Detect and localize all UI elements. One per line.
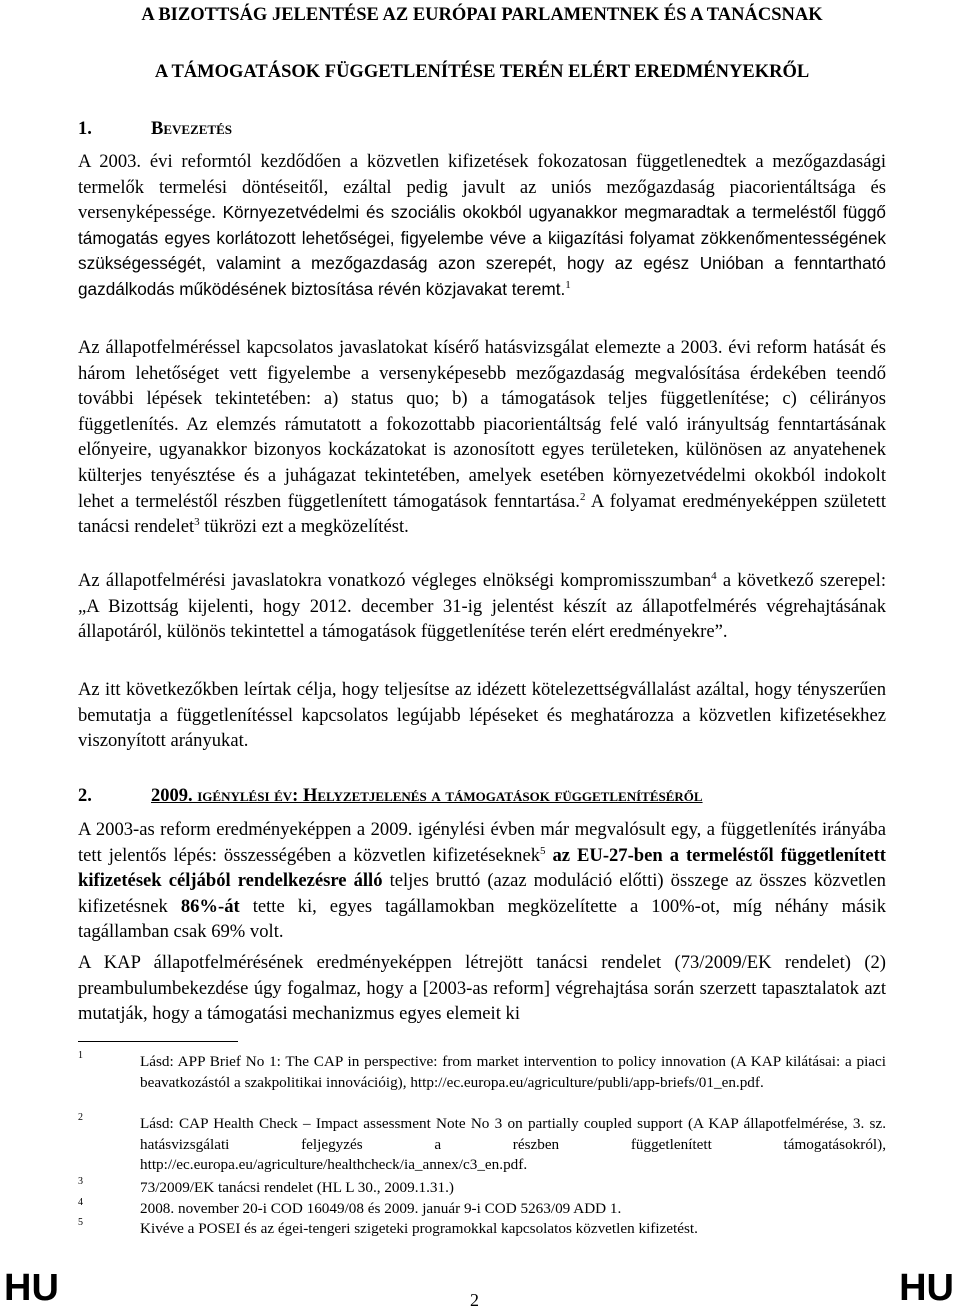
footnote-5 bbox=[78, 1219, 886, 1240]
paragraph-impact-assessment-text-b: A folyamat eredményeképpen született tanácsi rendelet bbox=[78, 490, 886, 538]
footnote-4 bbox=[78, 1199, 886, 1220]
paragraph-impact-assessment bbox=[78, 335, 886, 540]
footnote-separator bbox=[78, 1041, 238, 1042]
report-title-line-2: A TÁMOGATÁSOK FÜGGETLENÍTÉSE TERÉN ELÉRT EREDMÉNYEKRŐL bbox=[154, 62, 810, 82]
paragraph-compromise-text-a: Az állapotfelmérési javaslatokra vonatkozó végleges elnökségi kompromisszumban bbox=[78, 570, 712, 591]
footnote-ref-4: 4 bbox=[711, 569, 717, 582]
paragraph-2009-bold-2: 86%-át bbox=[180, 895, 240, 917]
report-title-line-1: A BIZOTTSÁG JELENTÉSE AZ EURÓPAI PARLAMENTNEK ÉS A TANÁCSNAK bbox=[141, 5, 823, 25]
footnote-ref-3: 3 bbox=[194, 515, 200, 528]
paragraph-2009-text-c: teljes bruttó (azaz moduláció előtti) összege az összes közvetlen kifizetésnek bbox=[78, 870, 886, 917]
paragraph-2009-text-a: A 2003-as reform eredményeképpen a 2009. igénylési évben már megvalósult egy, a függetlenítés irányába tett jelentős lépés: összességében a közvetlen kifizetéseknek bbox=[78, 819, 886, 866]
page-number: 2 bbox=[470, 1290, 479, 1310]
footnote-1-number: 1 bbox=[78, 1050, 83, 1061]
footnote-2-number: 2 bbox=[78, 1112, 83, 1123]
paragraph-2009-bold-1: az EU-27-ben a termeléstől függetlenített kifizetések céljából rendelkezésre álló bbox=[78, 844, 886, 892]
section-1-number: 1. bbox=[78, 119, 92, 139]
section-1-heading bbox=[78, 119, 232, 140]
paragraph-purpose: Az itt következőkben leírtak célja, hogy teljesítse az idézett kötelezettségvállalást azáltal, hogy tényszerűen bemutatja a függetlenítéssel kapcsolatos legújabb lépéseket és meghatározza a közvetlen kifizetésekhez viszonyított arányukat. bbox=[78, 679, 886, 752]
footnote-5-number: 5 bbox=[78, 1217, 83, 1228]
footnote-4-number: 4 bbox=[78, 1197, 83, 1208]
paragraph-impact-assessment-text-a: Az állapotfelméréssel kapcsolatos javaslatokat kísérő hatásvizsgálat elemezte a 2003. évi reform hatását és három lehetőséget vett figyelembe a versenyképesebb mezőgazdaság megvalósítása érdekében teendő további lépések tekintetében: a) status quo; b) a támogatások teljes függetlenítése; c) célirányos függetlenítés. Az elemzés rámutatott a fokozottabb piacorientáltság felé való irányultság fenntartásának előnyeire, ugyanakkor bizonyos kockázatokat is azonosított egyes területeken, különösen az anyatehenek külterjes tenyésztése és a juhágazat tekintetében, amelyek esetében környezetvédelmi okokból indokolt lehet a termeléstől részben függetlenített támogatások fenntartása. bbox=[78, 337, 886, 512]
paragraph-intro-sans: Környezetvédelmi és szociális okokból ugyanakkor megmaradtak a termeléstől függő támogatás egyes korlátozott lehetőségei, figyelembe véve a kiigazítási folyamat zökkenőmentességének szükségességét, valamint a mezőgazdaság azon szerepét, hogy az egész Unióban a fenntartható gazdálkodás működésének biztosítása révén közjavakat teremt. bbox=[78, 202, 886, 299]
footnote-ref-5: 5 bbox=[540, 844, 546, 857]
section-2-heading bbox=[78, 786, 703, 807]
paragraph-health-check: A KAP állapotfelmérésének eredményeképpen létrejött tanácsi rendelet (73/2009/EK rendelet) (2) preambulumbekezdése úgy fogalmaz, hogy a [2003-as reform] végrehajtása során szerzett tapasztalatok azt mutatják, hogy a támogatási mechanizmus egyes elemeit ki bbox=[78, 952, 886, 1025]
footnote-4-text: 2008. november 20-i COD 16049/08 és 2009. január 9-i COD 5263/09 ADD 1. bbox=[140, 1200, 622, 1217]
paragraph-impact-assessment-text-c: tükrözi ezt a megközelítést. bbox=[199, 516, 409, 538]
footnote-3 bbox=[78, 1178, 886, 1199]
footnote-2-text: Lásd: CAP Health Check – Impact assessment Note No 3 on partially coupled support (A KAP állapotfelmérése, 3. sz. hatásvizsgálati feljegyzés a részben függetlenített támogatásokról), http://ec.europa.eu/agriculture/healthcheck/ia_annex/c3_en.pdf. bbox=[140, 1115, 886, 1173]
footnote-3-number: 3 bbox=[78, 1176, 83, 1187]
language-code-right: HU bbox=[899, 1267, 954, 1309]
paragraph-2009-text-d: tette ki, egyes tagállamokban megközelítette a 100%-ot, míg néhány másik tagállamban csak 69% volt. bbox=[78, 895, 886, 943]
footnote-3-text: 73/2009/EK tanácsi rendelet (HL L 30., 2009.1.31.) bbox=[140, 1179, 454, 1196]
paragraph-compromise-text-b: a következő szerepel: „A Bizottság kijelenti, hogy 2012. december 31-ig jelentést készít az állapotfelmérés végrehajtásának állapotáról, különös tekintettel a támogatások függetlenítése terén elért eredményekre”. bbox=[78, 570, 886, 643]
footnote-1 bbox=[78, 1052, 886, 1093]
language-code-left: HU bbox=[4, 1267, 59, 1309]
section-2-title: 2009. igénylési év: Helyzetjelenés a támogatások függetlenítéséről bbox=[151, 786, 703, 806]
footnote-ref-2: 2 bbox=[579, 490, 586, 503]
footnote-1-text: Lásd: APP Brief No 1: The CAP in perspective: from market intervention to policy innovation (A KAP kilátásai: a piaci beavatkozástól a szakpolitikai innovációig), http://ec.europa.eu/agriculture/publi/app-briefs/01_en.pdf. bbox=[140, 1053, 886, 1091]
paragraph-compromise bbox=[78, 568, 886, 645]
footnote-5-text: Kivéve a POSEI és az égei-tengeri szigeteki programokkal kapcsolatos közvetlen kifizetést. bbox=[140, 1220, 698, 1237]
footnote-2 bbox=[78, 1114, 886, 1176]
paragraph-intro-serif: A 2003. évi reformtól kezdődően a közvetlen kifizetések fokozatosan függetlenedtek a mezőgazdasági termelők termelési döntéseitől, ezáltal pedig javult az uniós mezőgazdaság piacorientáltsága és versenyképessége. bbox=[78, 151, 886, 224]
paragraph-2009-status bbox=[78, 817, 886, 945]
section-1-title: Bevezetés bbox=[151, 119, 232, 139]
paragraph-intro bbox=[78, 149, 886, 303]
section-2-number: 2. bbox=[78, 786, 92, 806]
footnote-ref-1: 1 bbox=[565, 278, 571, 291]
